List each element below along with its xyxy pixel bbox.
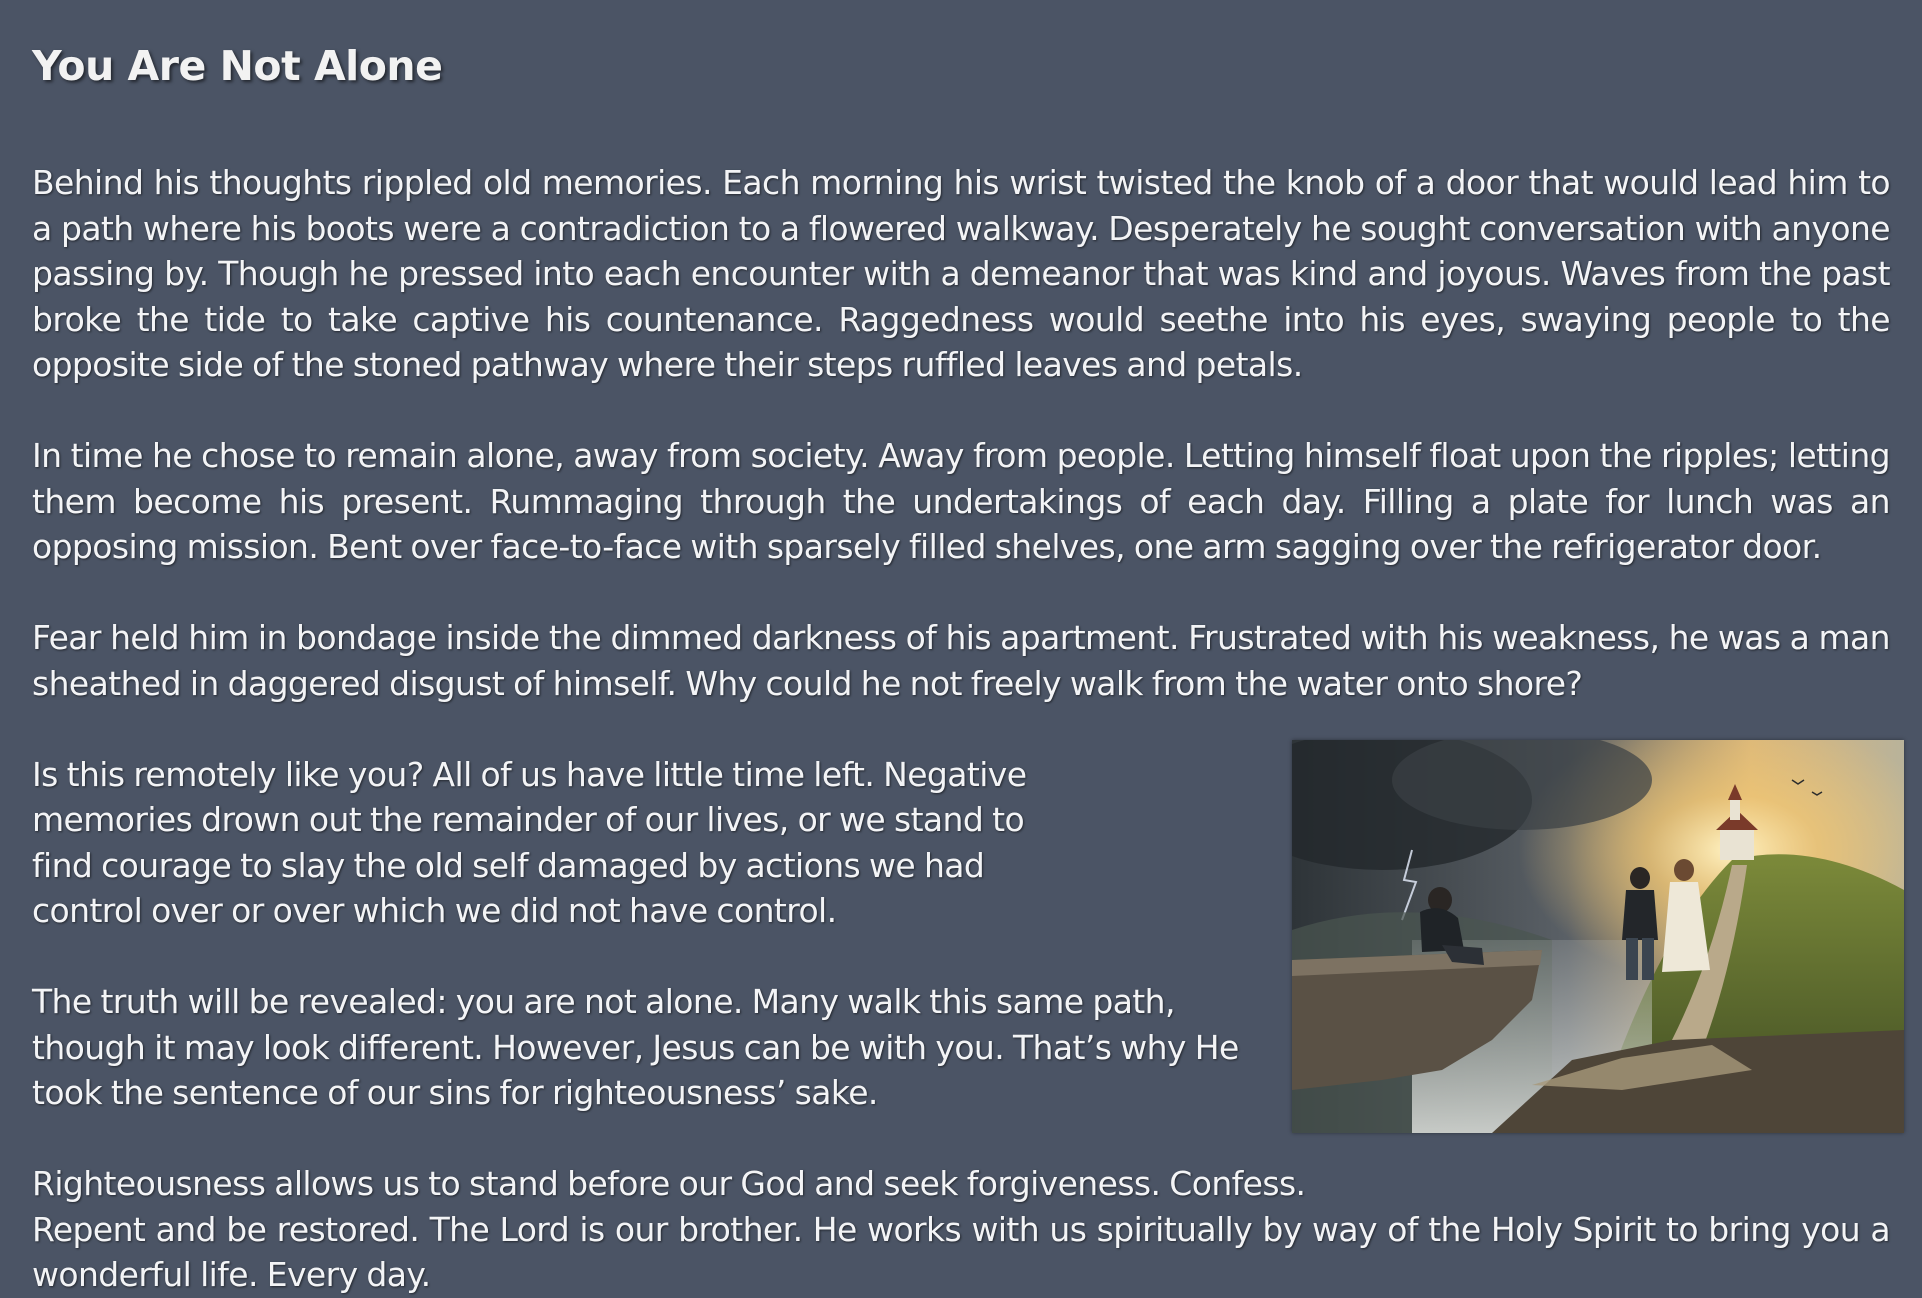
paragraph-1: Behind his thoughts rippled old memories. Each morning his wrist twisted the knob of a door that would lead him to a path where his boots were a contradiction to a flowered walkway. Desperately he sought conversation with anyone passing by. Though he pressed into each encounter with a demeanor that was kind and joyous. Waves from the past broke the tide to take captive his countenance. Raggedness would seethe into his eyes, swaying people to the opposite side of the stoned pathway where their steps ruffled leaves and petals. [32,163,1890,384]
illustration-image [1292,740,1904,1133]
page-title: You Are Not Alone [32,42,443,90]
paragraph-2: In time he chose to remain alone, away from society. Away from people. Letting himself float upon the ripples; letting them become his present. Rummaging through the undertakings of each day. Filling a plate for lunch was an opposing mission. Bent over face-to-face with sparsely filled shelves, one arm sagging over the refrigerator door. [32,436,1890,566]
paragraph-5: The truth will be revealed: you are not alone. Many walk this same path, though it may look different. However, Jesus can be with you. That’s why He took the sentence of our sins for righteousness’ sake. [32,982,1239,1112]
paragraph-7: Repent and be restored. The Lord is our brother. He works with us spiritually by way of the Holy Spirit to bring you a wonderful life. Every day. [32,1209,1890,1294]
illustration-graphic [1292,740,1904,1133]
paragraph-4: Is this remotely like you? All of us have little time left. Negative memories drown out the remainder of our lives, or we stand to find courage to slay the old self damaged by actions we had control over or over which we did not have control. [32,754,1027,930]
paragraph-3: Fear held him in bondage inside the dimmed darkness of his apartment. Frustrated with his weakness, he was a man sheathed in daggered disgust of himself. Why could he not freely walk from the water onto shore? [32,618,1890,703]
paragraph-6: Righteousness allows us to stand before our God and seek forgiveness. Confess. [32,1164,1306,1203]
